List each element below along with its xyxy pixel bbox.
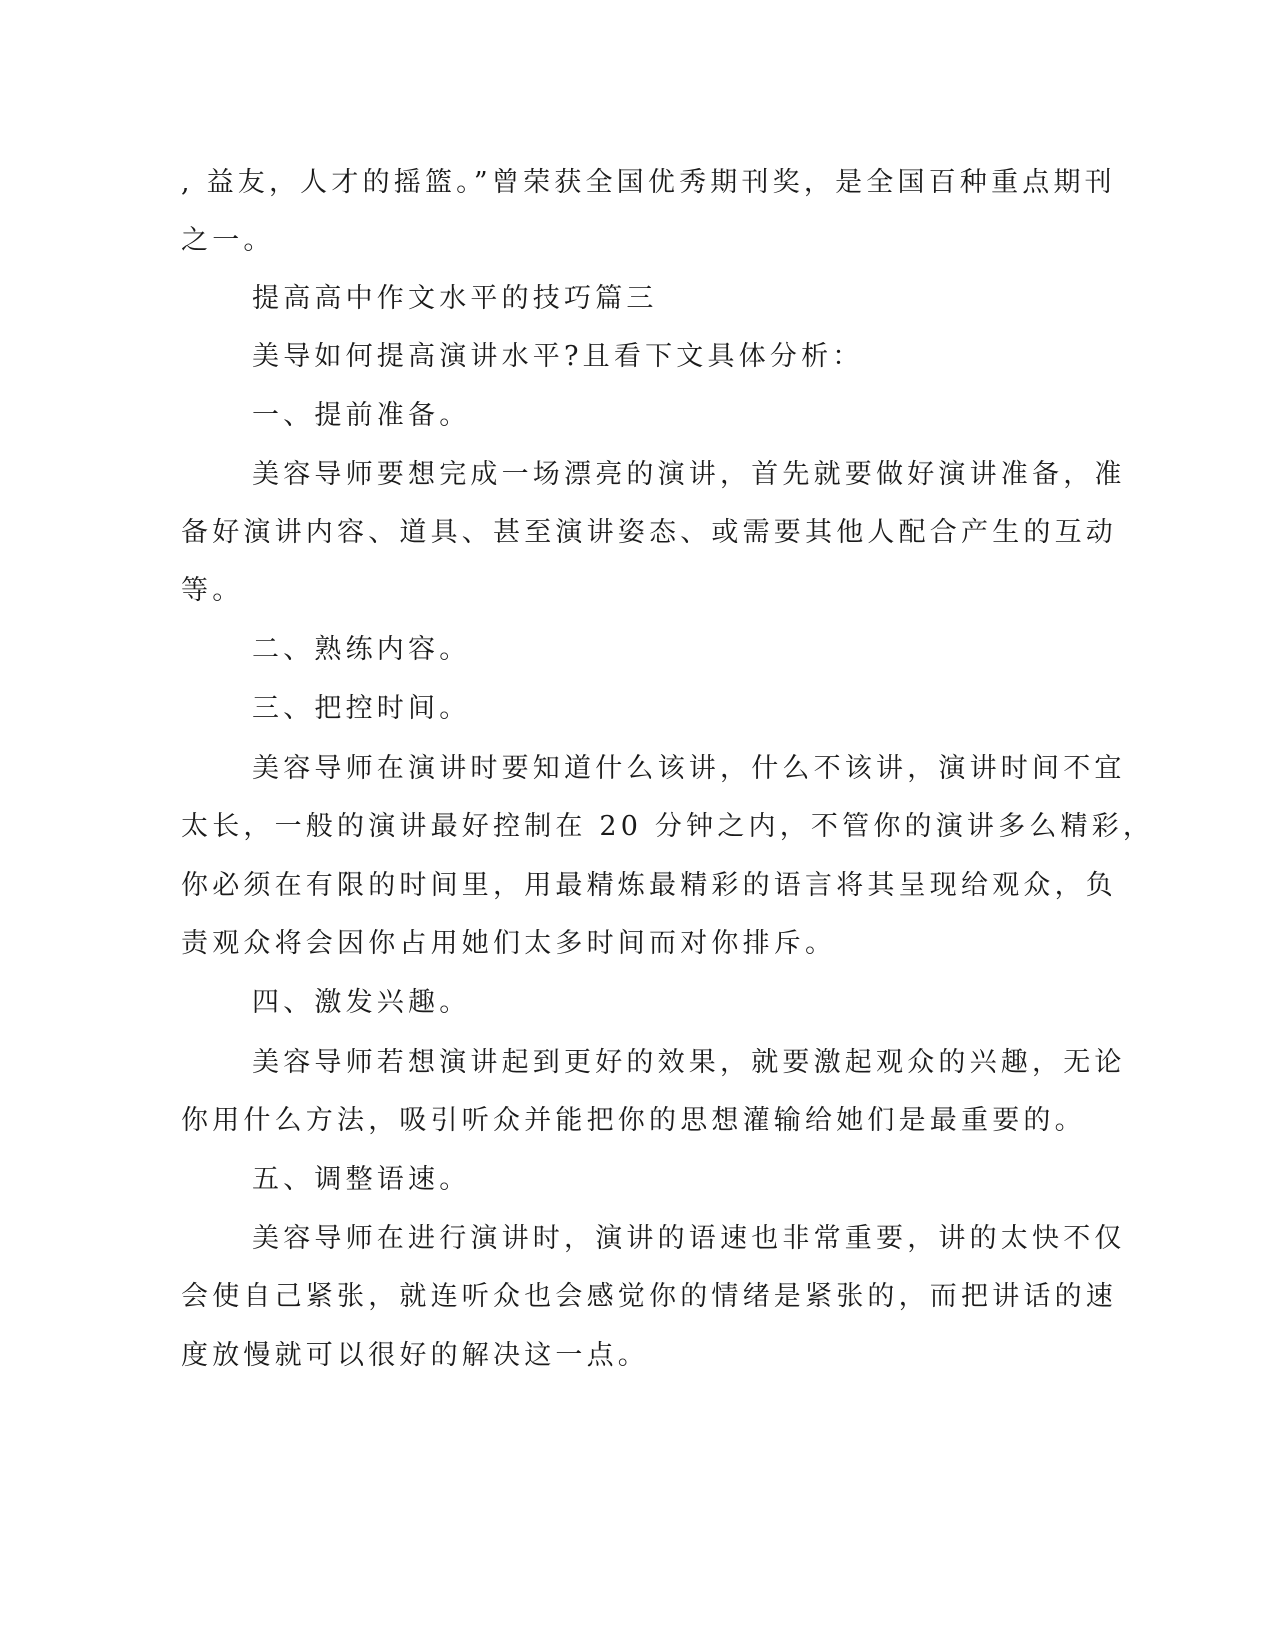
list-heading: 二、熟练内容。 — [252, 634, 471, 665]
list-heading: 五、调整语速。 — [252, 1164, 471, 1195]
text-line: 等。 — [181, 575, 244, 606]
text-line: 美容导师若想演讲起到更好的效果，就要激起观众的兴趣，无论 — [252, 1047, 1126, 1078]
text-line: 美容导师要想完成一场漂亮的演讲，首先就要做好演讲准备，准 — [252, 459, 1126, 490]
text-line: 美容导师在进行演讲时，演讲的语速也非常重要，讲的太快不仅 — [252, 1223, 1126, 1254]
text-line: 备好演讲内容、道具、甚至演讲姿态、或需要其他人配合产生的互动 — [181, 517, 1117, 548]
text-line: 责观众将会因你占用她们太多时间而对你排斥。 — [181, 928, 837, 959]
list-heading: 四、激发兴趣。 — [252, 987, 471, 1018]
text-line: 度放慢就可以很好的解决这一点。 — [181, 1340, 649, 1371]
text-line: 会使自己紧张，就连听众也会感觉你的情绪是紧张的，而把讲话的速 — [181, 1281, 1117, 1312]
text-line: 之一。 — [181, 225, 275, 256]
section-heading: 提高高中作文水平的技巧篇三 — [252, 283, 658, 314]
text-line: 太长，一般的演讲最好控制在 20 分钟之内，不管你的演讲多么精彩， — [181, 811, 1155, 842]
text-line: 美导如何提高演讲水平?且看下文具体分析： — [252, 341, 864, 372]
text-line: 美容导师在演讲时要知道什么该讲，什么不该讲，演讲时间不宜 — [252, 753, 1126, 784]
list-heading: 三、把控时间。 — [252, 693, 471, 724]
text-line: 你用什么方法，吸引听众并能把你的思想灌输给她们是最重要的。 — [181, 1105, 1086, 1136]
list-heading: 一、提前准备。 — [252, 400, 471, 431]
text-line: 你必须在有限的时间里，用最精炼最精彩的语言将其呈现给观众，负 — [181, 870, 1117, 901]
text-line: , 益友，人才的摇篮。”曾荣获全国优秀期刊奖，是全国百种重点期刊 — [181, 167, 1116, 198]
